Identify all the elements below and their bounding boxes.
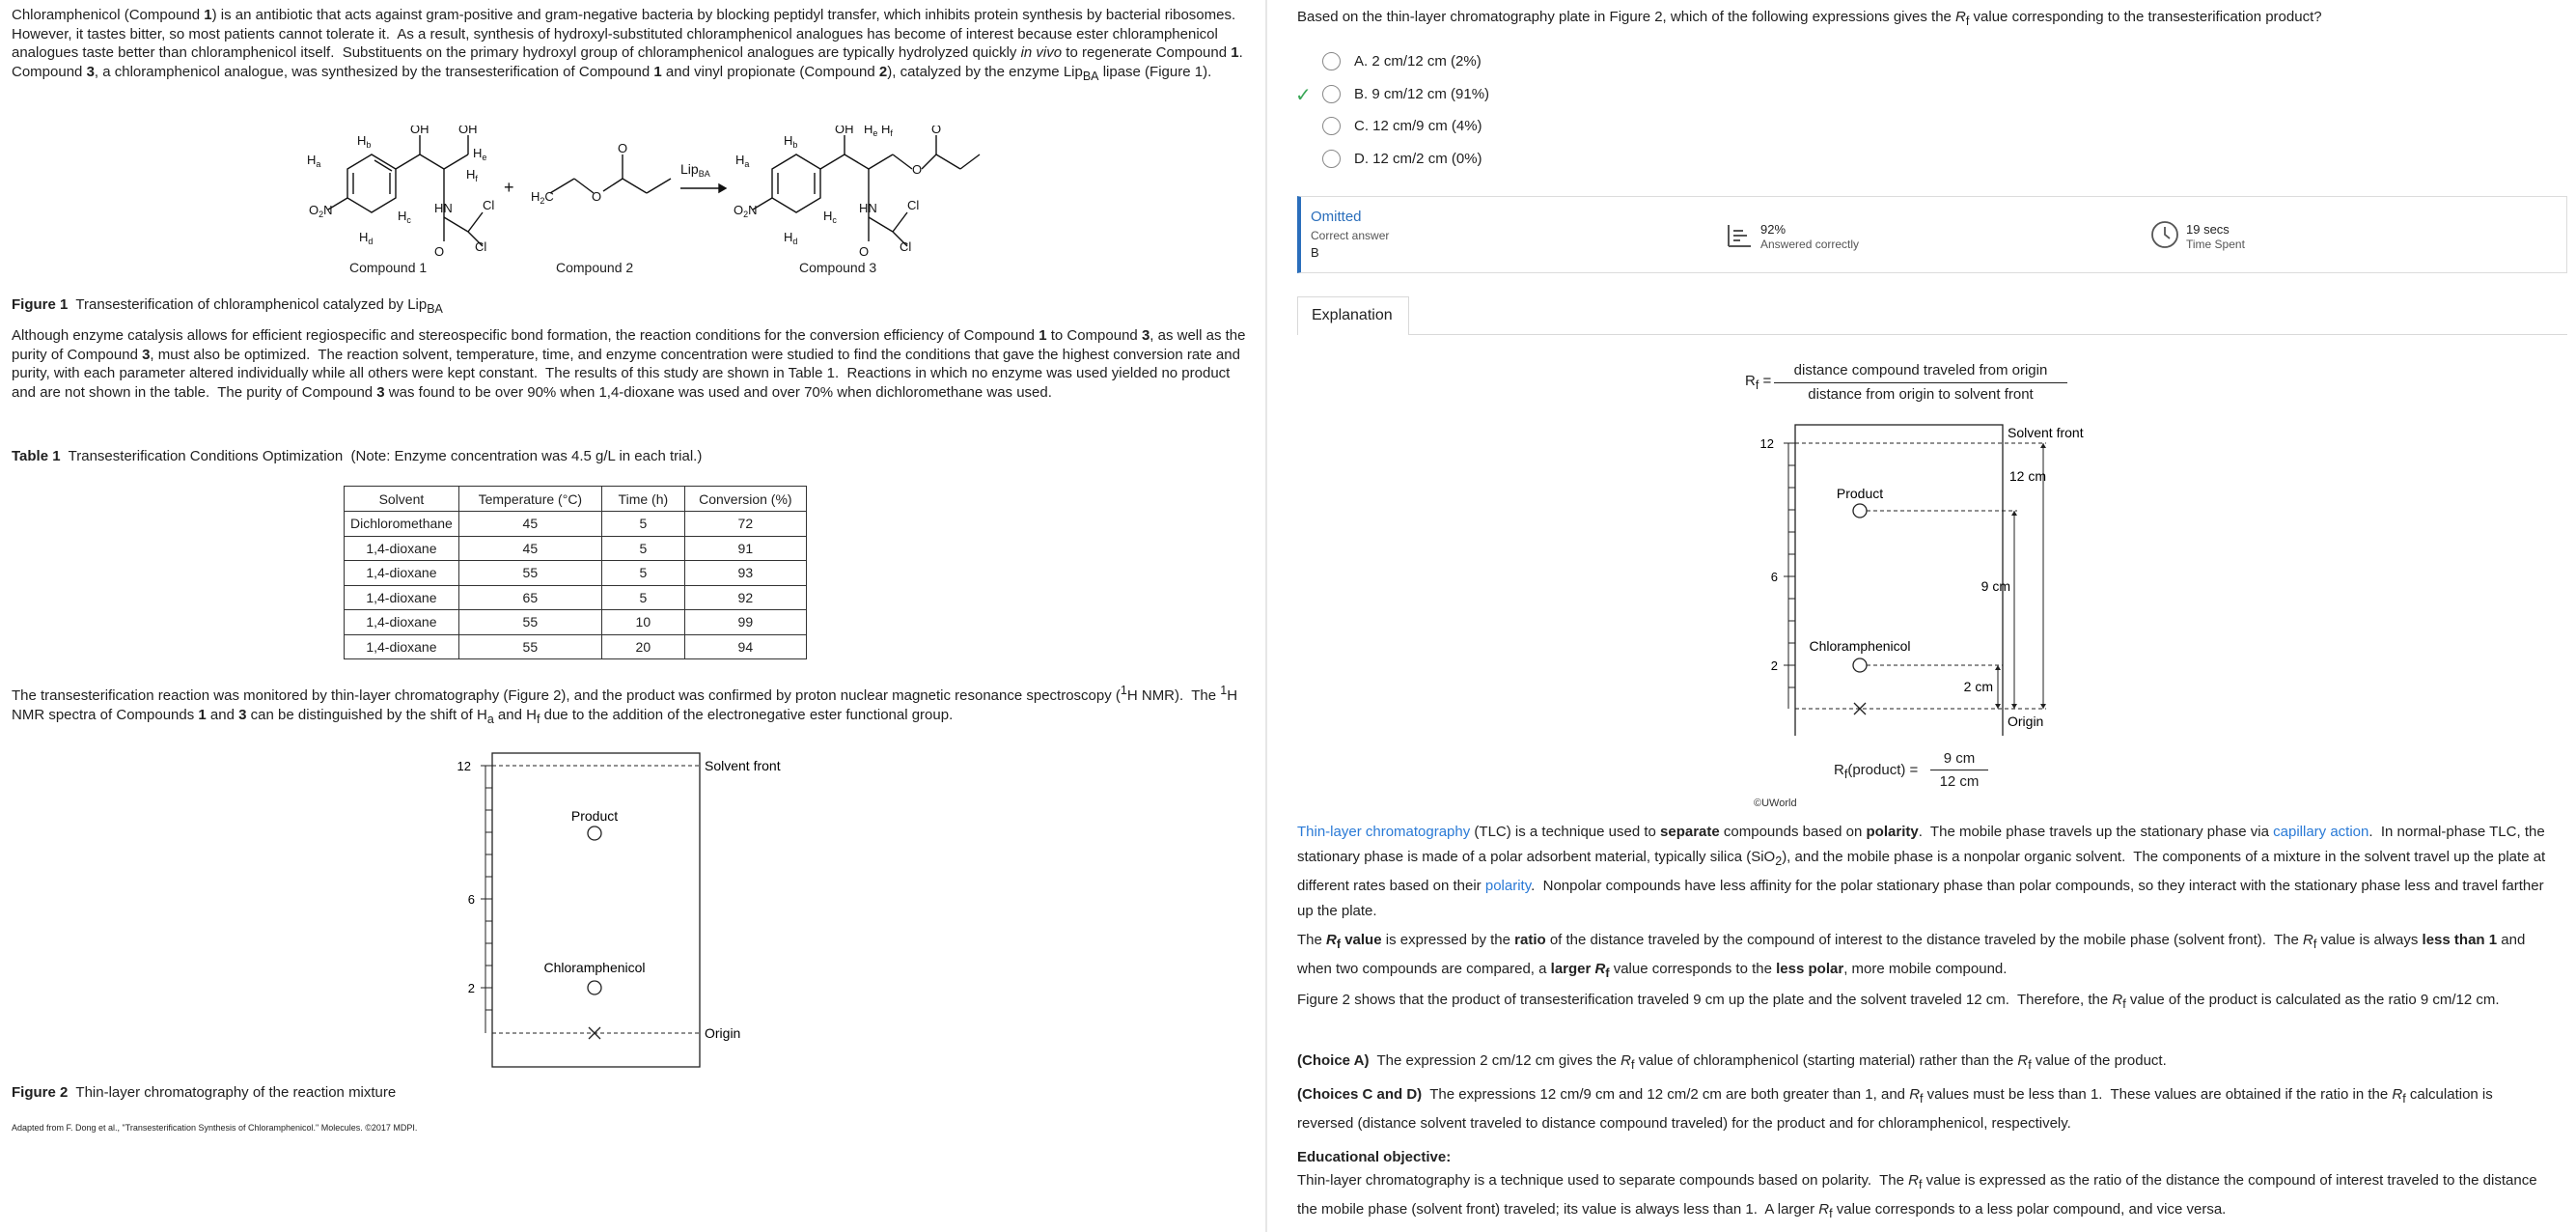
table-header: Temperature (°C) bbox=[458, 487, 601, 512]
svg-text:Hf: $H_f$ bbox=[881, 126, 893, 138]
svg-text:Ha: $H_a$ bbox=[307, 153, 321, 169]
exp-d9: 9 cm bbox=[1980, 578, 2010, 594]
radio-icon[interactable] bbox=[1322, 52, 1341, 70]
tlc-tick-12: 12 bbox=[457, 759, 471, 773]
table-row bbox=[345, 561, 807, 586]
table-cell: 5 bbox=[601, 512, 684, 537]
figure2-caption: Figure 2 Thin-layer chromatography of the reaction mixture bbox=[12, 1084, 397, 1101]
svg-text:O: O bbox=[912, 162, 923, 177]
svg-text:Cl: Cl bbox=[907, 198, 920, 212]
choice-b-label: B. 9 cm/12 cm (91%) bbox=[1354, 86, 1490, 102]
tlc-chloramphenicol-label: Chloramphenicol bbox=[543, 960, 646, 975]
explanation-para-2: The $R_f$ value is expressed by the ratio of the distance traveled by the compound of interest to the distance traveled by the mobile phase (solvent front). The $R_f$ value is always less than 1 and when two compounds are compared, a larger $R_f$ value corresponds to the less polar, more mobile compound. bbox=[1297, 932, 2526, 980]
exp-origin: Origin bbox=[2008, 714, 2044, 729]
rf-formula-numerator: distance compound traveled from origin bbox=[1793, 362, 2048, 378]
compound2-label: Compound 2 bbox=[556, 260, 634, 275]
svg-text:LipBA: Lip$_{BA}$ bbox=[680, 161, 710, 179]
choice-c-label: C. 12 cm/9 cm (4%) bbox=[1354, 118, 1482, 134]
choice-b[interactable] bbox=[1322, 85, 1489, 103]
exp-product-spot bbox=[1853, 504, 1867, 518]
svg-text:OH: OH bbox=[835, 126, 854, 136]
svg-text:OH: OH bbox=[458, 126, 478, 136]
table-row bbox=[345, 634, 807, 659]
percent-correct-label: Answered correctly bbox=[1760, 238, 1860, 251]
table-cell: 94 bbox=[684, 634, 806, 659]
exp-d12: 12 cm bbox=[2008, 468, 2046, 484]
table-cell: 92 bbox=[684, 585, 806, 610]
rf-product-num: 9 cm bbox=[1943, 750, 1976, 767]
radio-icon[interactable] bbox=[1322, 85, 1341, 103]
question-pane bbox=[1284, 0, 2567, 1232]
figure1-reaction-scheme bbox=[290, 126, 984, 280]
exp-tick-12: 12 bbox=[1759, 436, 1774, 451]
rf-formula-denominator: distance from origin to solvent front bbox=[1808, 386, 2034, 403]
educational-objective-text: Thin-layer chromatography is a technique used to separate compounds based on polarity. The $R_f$ value is expressed as the ratio of the distance the compound of interest traveled to the distance the mobile phase (solvent front) traveled; its value is always less than 1. A larger $R_f$ value corresponds to a less polar compound, and vice versa. bbox=[1297, 1172, 2537, 1220]
bar-chart-icon bbox=[1726, 222, 1753, 249]
explanation-tlc-figure bbox=[1757, 417, 2172, 736]
table-cell: 1,4-dioxane bbox=[345, 536, 459, 561]
percent-correct: 92% bbox=[1760, 222, 1787, 237]
table-cell: 55 bbox=[458, 610, 601, 635]
table-cell: 1,4-dioxane bbox=[345, 585, 459, 610]
table1 bbox=[344, 486, 807, 659]
table-row bbox=[345, 536, 807, 561]
question-stem: Based on the thin-layer chromatography plate in Figure 2, which of the following expressions gives the $R_f$ value corresponding to the transesterification product? bbox=[1297, 9, 2322, 28]
svg-text:O2N: $O_2N$ bbox=[309, 203, 333, 219]
svg-text:HN: HN bbox=[434, 201, 453, 215]
table-row bbox=[345, 585, 807, 610]
table-cell: 1,4-dioxane bbox=[345, 634, 459, 659]
explanation-para-3: Figure 2 shows that the product of transesterification traveled 9 cm up the plate and the solvent traveled 12 cm. Therefore, the $R_f$ value of the product is calculated as the ratio 9 cm/12 cm. bbox=[1297, 992, 2500, 1011]
tlc-chloramphenicol-spot bbox=[588, 981, 601, 994]
choice-d[interactable] bbox=[1322, 150, 1482, 168]
exp-tick-2: 2 bbox=[1770, 658, 1778, 673]
table-cell: 10 bbox=[601, 610, 684, 635]
svg-text:HN: HN bbox=[859, 201, 877, 215]
radio-icon[interactable] bbox=[1322, 150, 1341, 168]
svg-text:Hc: $H_c$ bbox=[823, 209, 837, 225]
figure1-caption: Figure 1 Transesterification of chloramphenicol catalyzed by Lip$_{BA}$ bbox=[12, 296, 443, 316]
tlc-product-spot bbox=[588, 826, 601, 840]
table-header: Conversion (%) bbox=[684, 487, 806, 512]
exp-d2: 2 cm bbox=[1963, 679, 1993, 694]
tlc-origin: Origin bbox=[705, 1025, 741, 1041]
svg-text:Ha: $H_a$ bbox=[735, 153, 750, 169]
uworld-credit: ©UWorld bbox=[1754, 798, 1797, 809]
correct-answer-value: B bbox=[1311, 245, 1319, 260]
intro-paragraph: Chloramphenicol (Compound 1) is an antibiotic that acts against gram-positive and gram-negative bacteria by blocking peptidyl transfer, which inhibits protein synthesis by bacterial ribosomes. However, it tastes bitter, so most patients cannot tolerate it. As a result, synthesis of hydroxyl-substituted chloramphenicol analogues has become of interest because ester chloramphenicol analogues taste better than chloramphenicol itself. Substituents on the primary hydroxyl group of chloramphenicol analogues are typically hydrolyzed quickly in vivo to regenerate Compound 1. Compound 3, a chloramphenicol analogue, was synthesized by the transesterification of Compound 1 and vinyl propionate (Compound 2), catalyzed by the enzyme Lip$_{BA}$ lipase (Figure 1). bbox=[12, 7, 1247, 83]
table-header: Time (h) bbox=[601, 487, 684, 512]
table-cell: 5 bbox=[601, 585, 684, 610]
table-cell: 99 bbox=[684, 610, 806, 635]
table-cell: 20 bbox=[601, 634, 684, 659]
tlc-tick-2: 2 bbox=[467, 981, 475, 995]
exp-product-label: Product bbox=[1836, 486, 1884, 501]
correct-answer-label: Correct answer bbox=[1311, 229, 1390, 242]
svg-text:O2N: $O_2N$ bbox=[734, 203, 758, 219]
status-omitted: Omitted bbox=[1311, 209, 1362, 225]
svg-text:OH: OH bbox=[410, 126, 429, 136]
tab-underline bbox=[1297, 334, 2567, 335]
svg-text:O: O bbox=[859, 244, 870, 259]
table-cell: 1,4-dioxane bbox=[345, 610, 459, 635]
explanation-choice-a: (Choice A) The expression 2 cm/12 cm gives the $R_f$ value of chloramphenicol (starting material) rather than the $R_f$ value of the product. bbox=[1297, 1052, 2167, 1072]
table-header: Solvent bbox=[345, 487, 459, 512]
tlc-product-label: Product bbox=[570, 808, 619, 824]
svg-text:O: O bbox=[618, 141, 628, 155]
exp-solvent-front: Solvent front bbox=[2008, 425, 2084, 440]
table-cell: 72 bbox=[684, 512, 806, 537]
rf-formula-lhs: $R_f$ = bbox=[1745, 373, 1772, 392]
compound3-label: Compound 3 bbox=[799, 260, 877, 275]
explanation-choices-cd: (Choices C and D) The expressions 12 cm/9 cm and 12 cm/2 cm are both greater than 1, and $R_f$ values must be less than 1. These values are obtained if the ratio in the $R_f$ calculation is reversed (distance solvent traveled to distance compound traveled) for the product and for chloramphenicol, respectively. bbox=[1297, 1086, 2493, 1132]
svg-text:+: + bbox=[504, 178, 514, 197]
choice-a[interactable] bbox=[1322, 52, 1482, 70]
exp-tick-6: 6 bbox=[1770, 570, 1778, 584]
svg-text:Hd: $H_d$ bbox=[784, 230, 798, 246]
correct-checkmark-icon: ✓ bbox=[1295, 85, 1312, 106]
svg-text:O: O bbox=[434, 244, 445, 259]
svg-text:Cl: Cl bbox=[475, 239, 487, 254]
clock-icon bbox=[2150, 220, 2179, 249]
svg-text:Hb: $H_b$ bbox=[357, 133, 372, 150]
table-cell: Dichloromethane bbox=[345, 512, 459, 537]
passage-pane bbox=[0, 0, 1264, 1232]
svg-text:O: O bbox=[592, 189, 602, 204]
rf-product-den: 12 cm bbox=[1939, 773, 1980, 790]
rf-formula-bar bbox=[1774, 382, 2067, 383]
tlc-solvent-front: Solvent front bbox=[705, 758, 781, 773]
time-spent-label: Time Spent bbox=[2186, 238, 2245, 251]
table-row bbox=[345, 512, 807, 537]
table-cell: 5 bbox=[601, 536, 684, 561]
exp-chloramphenicol-label: Chloramphenicol bbox=[1809, 638, 1911, 654]
choice-c[interactable] bbox=[1322, 117, 1482, 135]
figure-credit: Adapted from F. Dong et al., "Transesterification Synthesis of Chloramphenicol." Molecules. ©2017 MDPI. bbox=[12, 1123, 418, 1133]
table1-caption: Table 1 Transesterification Conditions Optimization (Note: Enzyme concentration was 4.5 g/L in each trial.) bbox=[12, 448, 703, 464]
tlc-tick-6: 6 bbox=[467, 892, 475, 907]
exp-chloramphenicol-spot bbox=[1853, 658, 1867, 672]
stats-panel bbox=[1297, 196, 2567, 273]
table-row bbox=[345, 610, 807, 635]
svg-text:O: O bbox=[931, 126, 942, 136]
svg-text:Cl: Cl bbox=[900, 239, 912, 254]
table-cell: 93 bbox=[684, 561, 806, 586]
svg-text:Hd: $H_d$ bbox=[359, 230, 374, 246]
svg-text:He: $H_e$ bbox=[473, 146, 487, 162]
figure2-tlc-plate bbox=[454, 748, 801, 1077]
svg-text:Hc: $H_c$ bbox=[398, 209, 411, 225]
educational-objective-title: Educational objective: bbox=[1297, 1149, 1452, 1165]
table-cell: 45 bbox=[458, 512, 601, 537]
radio-icon[interactable] bbox=[1322, 117, 1341, 135]
svg-text:H2C: $H_2C$ bbox=[531, 189, 554, 206]
svg-text:He: $H_e$ bbox=[864, 126, 878, 138]
table-cell: 45 bbox=[458, 536, 601, 561]
svg-text:Hf: $H_f$ bbox=[466, 167, 478, 183]
choice-d-label: D. 12 cm/2 cm (0%) bbox=[1354, 151, 1482, 167]
table-cell: 5 bbox=[601, 561, 684, 586]
table-cell: 1,4-dioxane bbox=[345, 561, 459, 586]
svg-text:Hb: $H_b$ bbox=[784, 133, 798, 150]
choice-a-label: A. 2 cm/12 cm (2%) bbox=[1354, 53, 1482, 70]
pane-divider[interactable] bbox=[1265, 0, 1267, 1232]
compound1-label: Compound 1 bbox=[349, 260, 428, 275]
paragraph-3: The transesterification reaction was monitored by thin-layer chromatography (Figure 2), and the product was confirmed by proton nuclear magnetic resonance spectroscopy ($^1$H NMR). The $^1$H NMR spectra of Compounds 1 and 3 can be distinguished by the shift of $H_a$ and $H_f$ due to the addition of the electronegative ester functional group. bbox=[12, 684, 1238, 726]
table-cell: 65 bbox=[458, 585, 601, 610]
time-spent: 19 secs bbox=[2186, 222, 2230, 237]
rf-product-lhs: $R_f(product)$ = bbox=[1834, 762, 1919, 781]
table-cell: 91 bbox=[684, 536, 806, 561]
explanation-para-1: Thin-layer chromatography (TLC) is a technique used to separate compounds based on polarity. The mobile phase travels up the stationary phase via capillary action. In normal-phase TLC, the stationary phase is made of a polar adsorbent material, typically silica (SiO$_2$), and the mobile phase is a nonpolar organic solvent. The components of a mixture in the solvent travel up the plate at different rates based on their polarity. Nonpolar compounds have less affinity for the polar stationary phase than polar compounds, so they interact with the stationary phase less and travel farther up the plate. bbox=[1297, 824, 2546, 919]
tab-explanation[interactable]: Explanation bbox=[1297, 296, 1409, 335]
table-cell: 55 bbox=[458, 561, 601, 586]
table-cell: 55 bbox=[458, 634, 601, 659]
paragraph-2: Although enzyme catalysis allows for efficient regiospecific and stereospecific bond formation, the reaction conditions for the conversion efficiency of Compound 1 to Compound 3, as well as the purity of Compound 3, must also be optimized. The reaction solvent, temperature, time, and enzyme concentration were studied to find the conditions that gave the highest conversion rate and purity, with each parameter altered individually while all others were kept constant. The results of this study are shown in Table 1. Reactions in which no enzyme was used yielded no product and are not shown in the table. The purity of Compound 3 was found to be over 90% when 1,4-dioxane was used and over 70% when dichloromethane was used. bbox=[12, 327, 1246, 401]
svg-text:Cl: Cl bbox=[483, 198, 495, 212]
